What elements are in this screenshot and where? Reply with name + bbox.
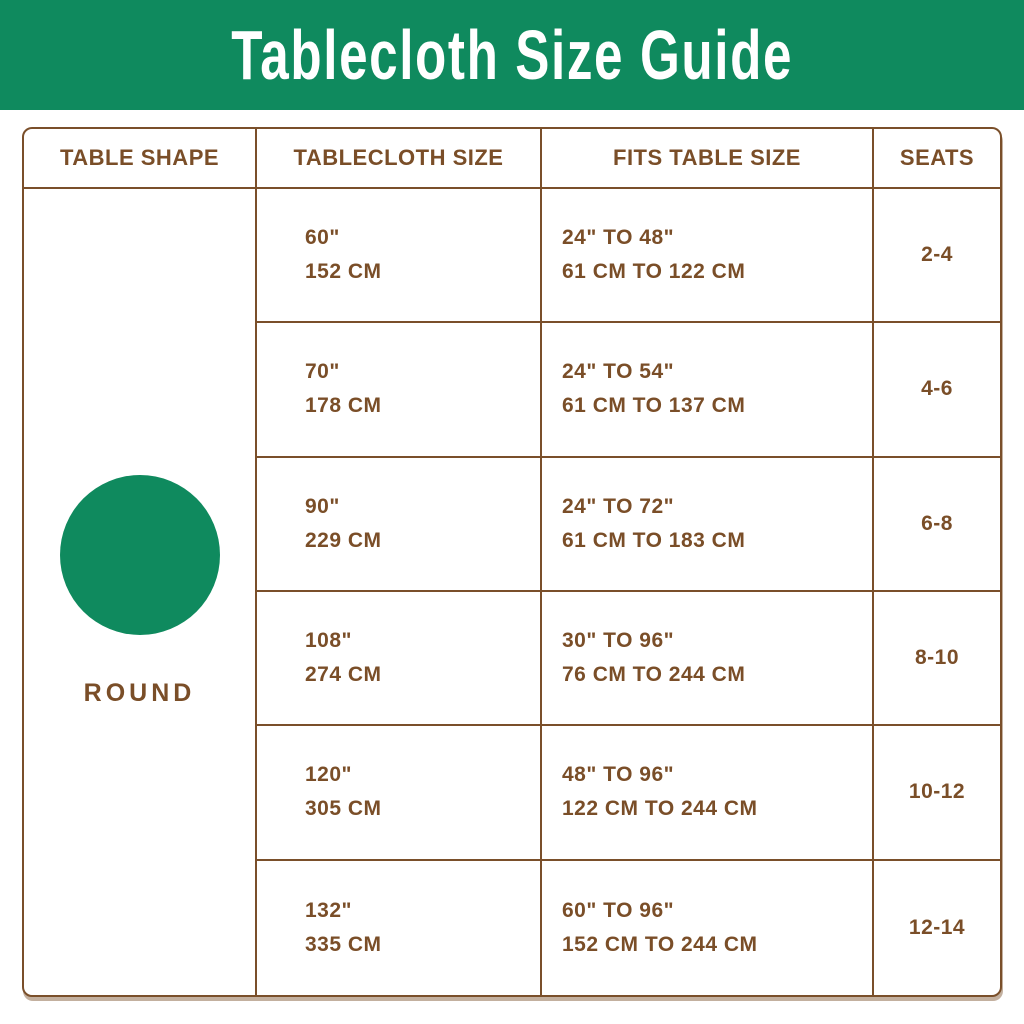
table-row-2-fits-table-size [542,323,874,457]
size-cm: 229 CM [305,528,382,552]
size-inches: 120" [305,763,352,787]
size-inches: 132" [305,898,352,922]
table-row-2-seats: 4-6 [874,323,1000,457]
fits-inches: 48" TO 96" [562,763,675,787]
size-cm: 305 CM [305,797,382,821]
fits-inches: 24" TO 54" [562,360,675,384]
size-cm: 178 CM [305,394,382,418]
table-row-2-tablecloth-size [257,323,542,457]
table-row-4-seats: 8-10 [874,592,1000,726]
fits-inches: 24" TO 72" [562,494,675,518]
size-cm: 152 CM [305,260,382,284]
shape-label: ROUND [83,679,196,708]
table-row-5-tablecloth-size [257,726,542,860]
green-circle-icon [60,475,220,635]
column-header-seats: SEATS [874,129,1000,189]
fits-cm: 152 CM TO 244 CM [562,932,758,956]
fits-inches: 24" TO 48" [562,226,675,250]
title-banner [0,0,1024,110]
size-inches: 108" [305,629,352,653]
fits-inches: 60" TO 96" [562,898,675,922]
fits-cm: 61 CM TO 183 CM [562,528,746,552]
table-row-3-seats: 6-8 [874,458,1000,592]
table-row-5-seats: 10-12 [874,726,1000,860]
fits-inches: 30" TO 96" [562,629,675,653]
table-row-6-tablecloth-size [257,861,542,995]
size-cm: 274 CM [305,663,382,687]
table-row-1-tablecloth-size [257,189,542,323]
column-header-table-shape: TABLE SHAPE [24,129,257,189]
fits-cm: 76 CM TO 244 CM [562,663,746,687]
size-inches: 60" [305,226,340,250]
column-header-tablecloth-size: TABLECLOTH SIZE [257,129,542,189]
table-row-6-seats: 12-14 [908,915,966,939]
size-cm: 335 CM [305,932,382,956]
table-row-1-fits-table-size [542,189,874,323]
table-row-6-fits-table-size [542,861,874,995]
table-row-4-tablecloth-size [257,592,542,726]
size-inches: 90" [305,494,340,518]
table-row-5-fits-table-size [542,726,874,860]
table-row-1-seats: 2-4 [874,189,1000,323]
size-inches: 70" [305,360,340,384]
size-guide-table [22,127,1002,997]
table-row-3-tablecloth-size [257,458,542,592]
fits-cm: 61 CM TO 122 CM [562,260,746,284]
table-row-3-fits-table-size [542,458,874,592]
table-row-4-fits-table-size [542,592,874,726]
column-header-fits-table-size: FITS TABLE SIZE [542,129,874,189]
page-title: Tablecloth Size Guide [231,16,793,94]
table-shape-cell [24,189,257,995]
fits-cm: 61 CM TO 137 CM [562,394,746,418]
fits-cm: 122 CM TO 244 CM [562,797,758,821]
